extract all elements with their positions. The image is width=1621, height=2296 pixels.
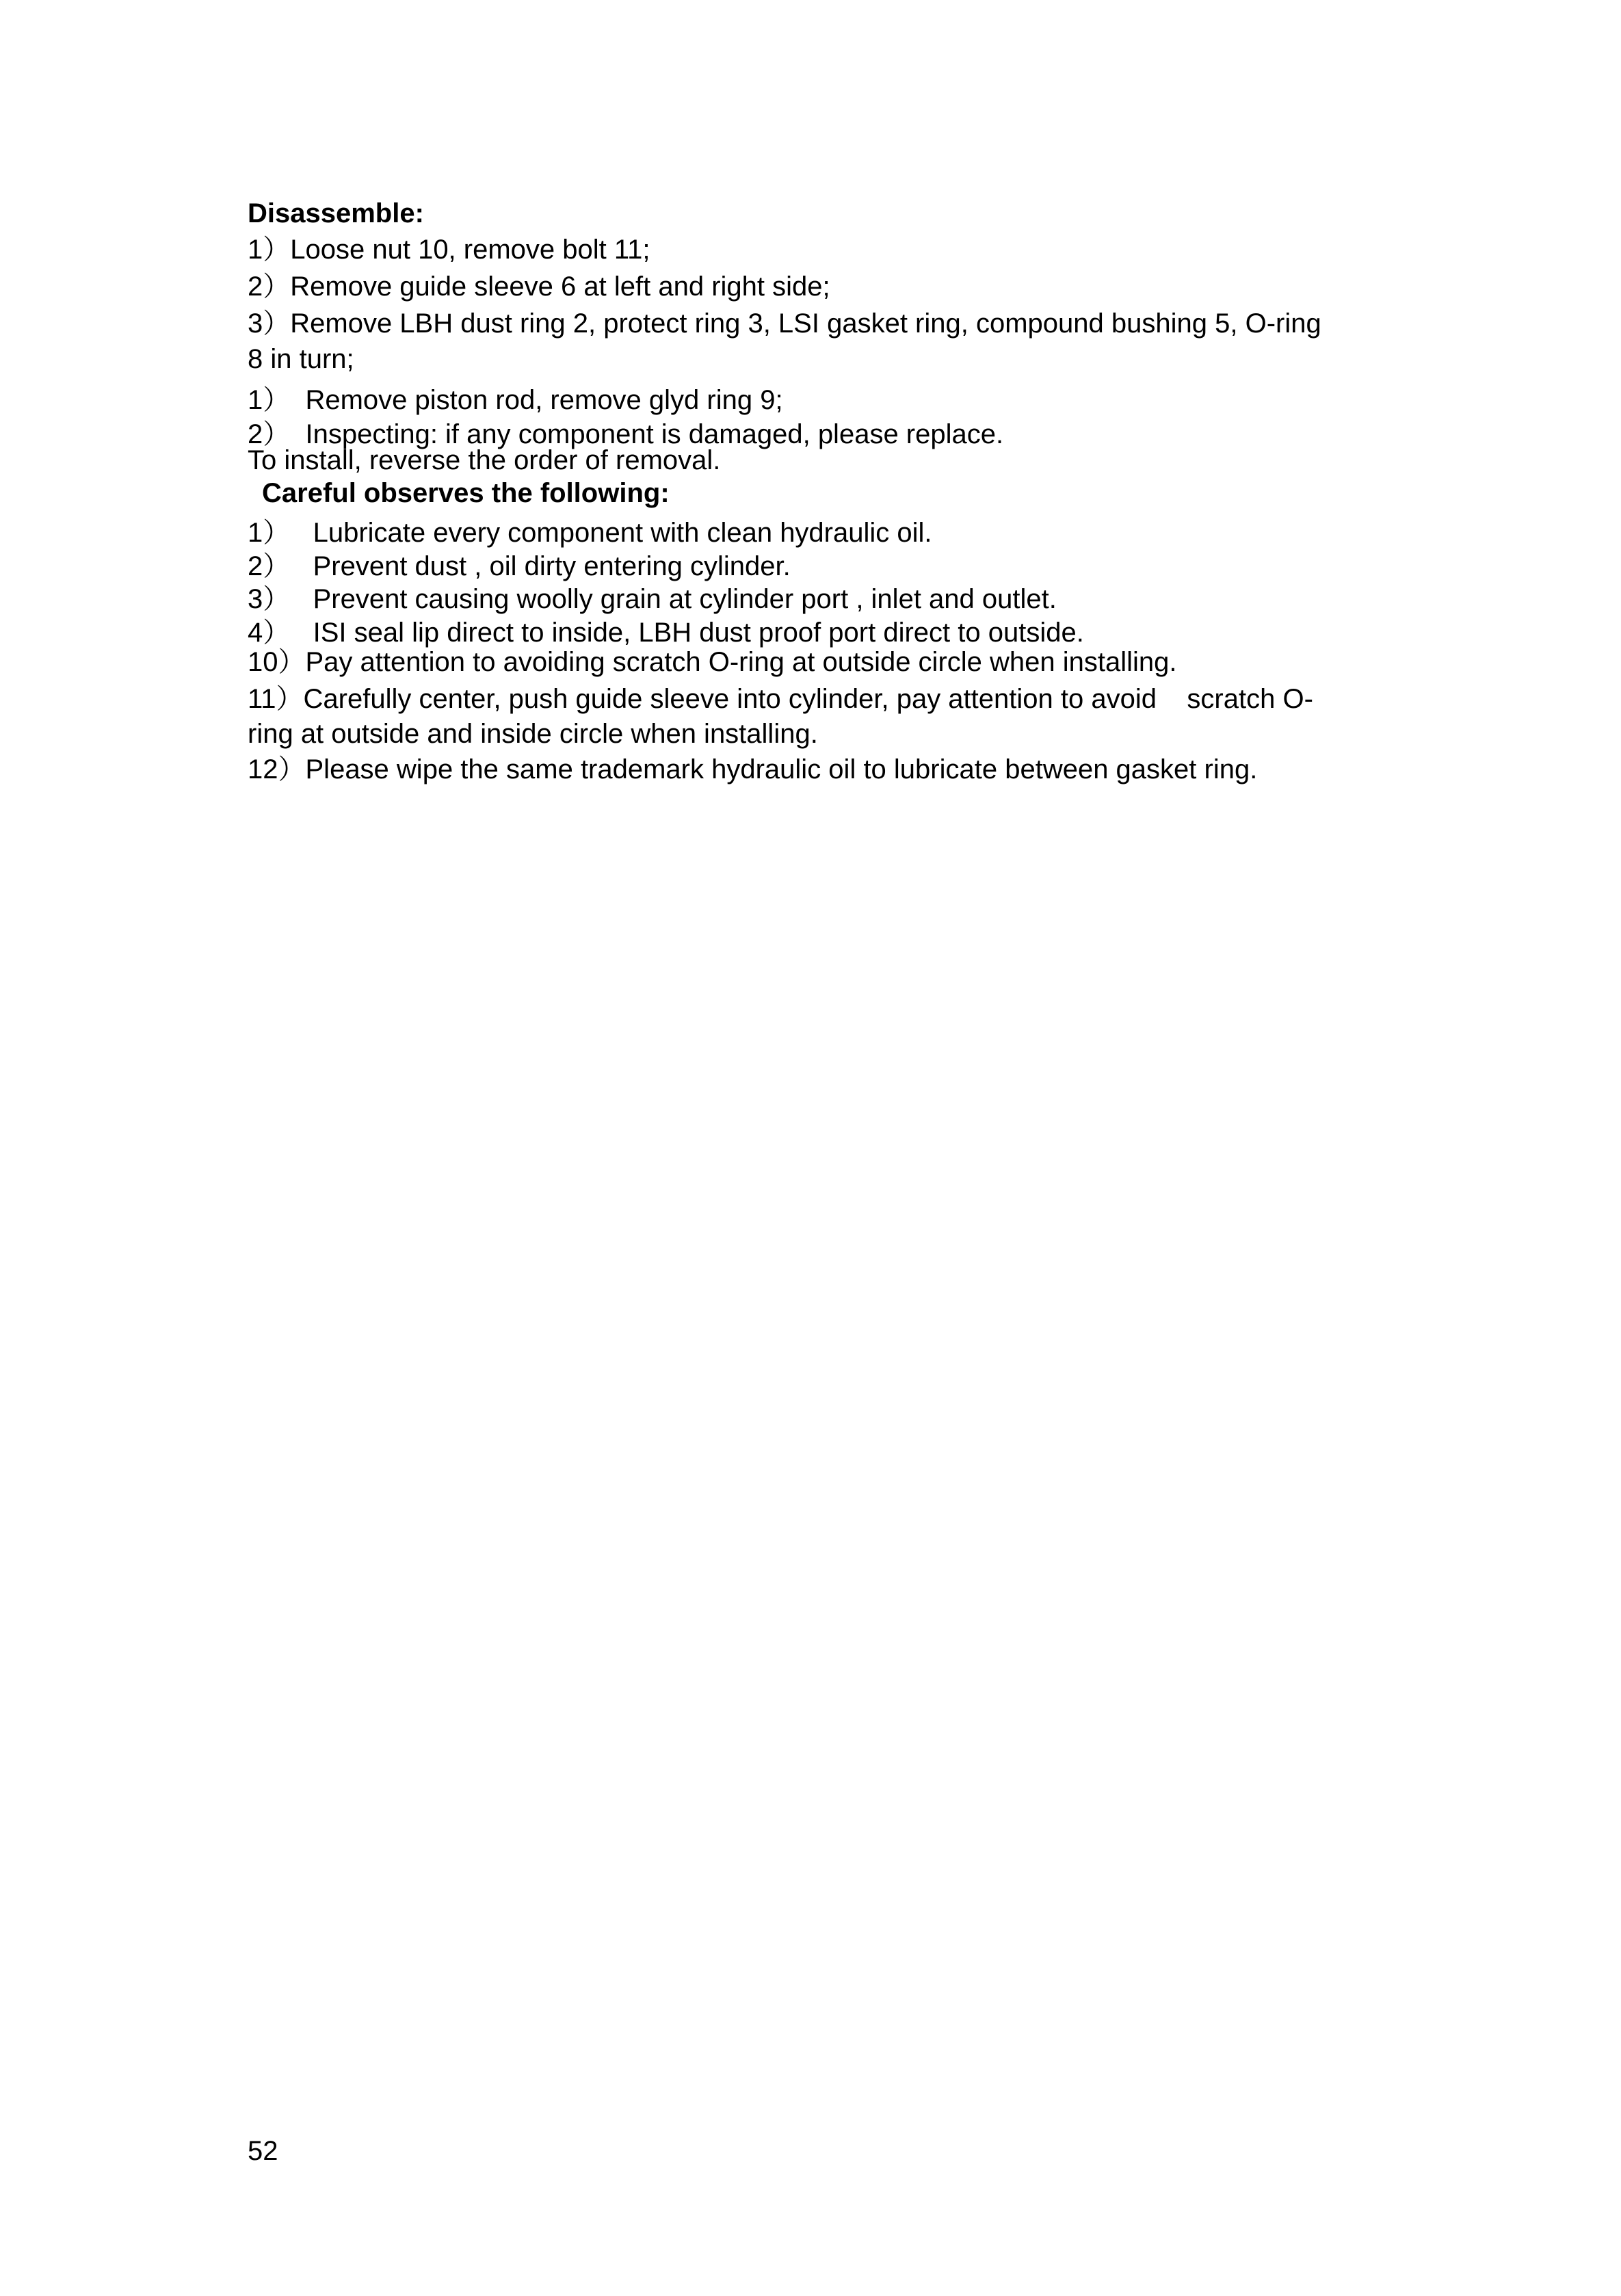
item-text: Lubricate every component with clean hydraulic oil. xyxy=(290,518,932,548)
heading-careful: Careful observes the following: xyxy=(262,478,670,508)
item-number: 1） xyxy=(248,518,291,548)
item-number: 2） xyxy=(248,551,291,581)
step-text: Remove piston rod, remove glyd ring 9; xyxy=(290,385,783,415)
step-number: 2） xyxy=(248,272,291,302)
item-number: 10） xyxy=(248,647,306,677)
step-text: Loose nut 10, remove bolt 11; xyxy=(290,235,650,265)
item-text: Prevent dust , oil dirty entering cylinder. xyxy=(290,551,791,581)
careful-item xyxy=(248,646,1177,678)
disassemble-step xyxy=(248,271,830,302)
item-text: ISI seal lip direct to inside, LBH dust proof port direct to outside. xyxy=(290,618,1084,648)
step-number: 1） xyxy=(248,235,291,265)
step-text: 8 in turn; xyxy=(248,344,354,374)
disassemble-step-continued xyxy=(248,343,354,375)
page-number: 52 xyxy=(248,2136,278,2166)
careful-item xyxy=(248,617,1084,648)
step-number: 1） xyxy=(248,385,291,415)
careful-item-continued xyxy=(248,718,818,750)
careful-item xyxy=(248,683,1313,715)
careful-item xyxy=(248,583,1057,615)
heading-disassemble: Disassemble: xyxy=(248,198,424,228)
item-text: Please wipe the same trademark hydraulic oil to lubricate between gasket ring. xyxy=(305,754,1258,784)
careful-item xyxy=(248,551,791,582)
step-text: Inspecting: if any component is damaged, please replace. xyxy=(290,419,1004,449)
item-number: 11） xyxy=(248,684,304,714)
disassemble-step xyxy=(248,308,1321,339)
disassemble-step xyxy=(248,384,783,416)
item-number: 3） xyxy=(248,584,291,614)
step-number: 2） xyxy=(248,419,291,449)
step-text: Remove LBH dust ring 2, protect ring 3, LSI gasket ring, compound bushing 5, O-ring xyxy=(290,308,1321,339)
careful-item xyxy=(248,754,1257,785)
item-text: Pay attention to avoiding scratch O-ring at outside circle when installing. xyxy=(305,647,1177,677)
item-number: 4） xyxy=(248,618,291,648)
item-text: Prevent causing woolly grain at cylinder port , inlet and outlet. xyxy=(290,584,1057,614)
step-number: 3） xyxy=(248,308,291,339)
careful-item xyxy=(248,517,932,549)
item-text: Carefully center, push guide sleeve into cylinder, pay attention to avoid scratch O- xyxy=(303,684,1313,714)
install-note: To install, reverse the order of removal. xyxy=(248,445,721,475)
item-text: ring at outside and inside circle when installing. xyxy=(248,719,818,749)
step-text: Remove guide sleeve 6 at left and right side; xyxy=(290,272,830,302)
disassemble-step xyxy=(248,234,650,265)
item-number: 12） xyxy=(248,754,306,784)
